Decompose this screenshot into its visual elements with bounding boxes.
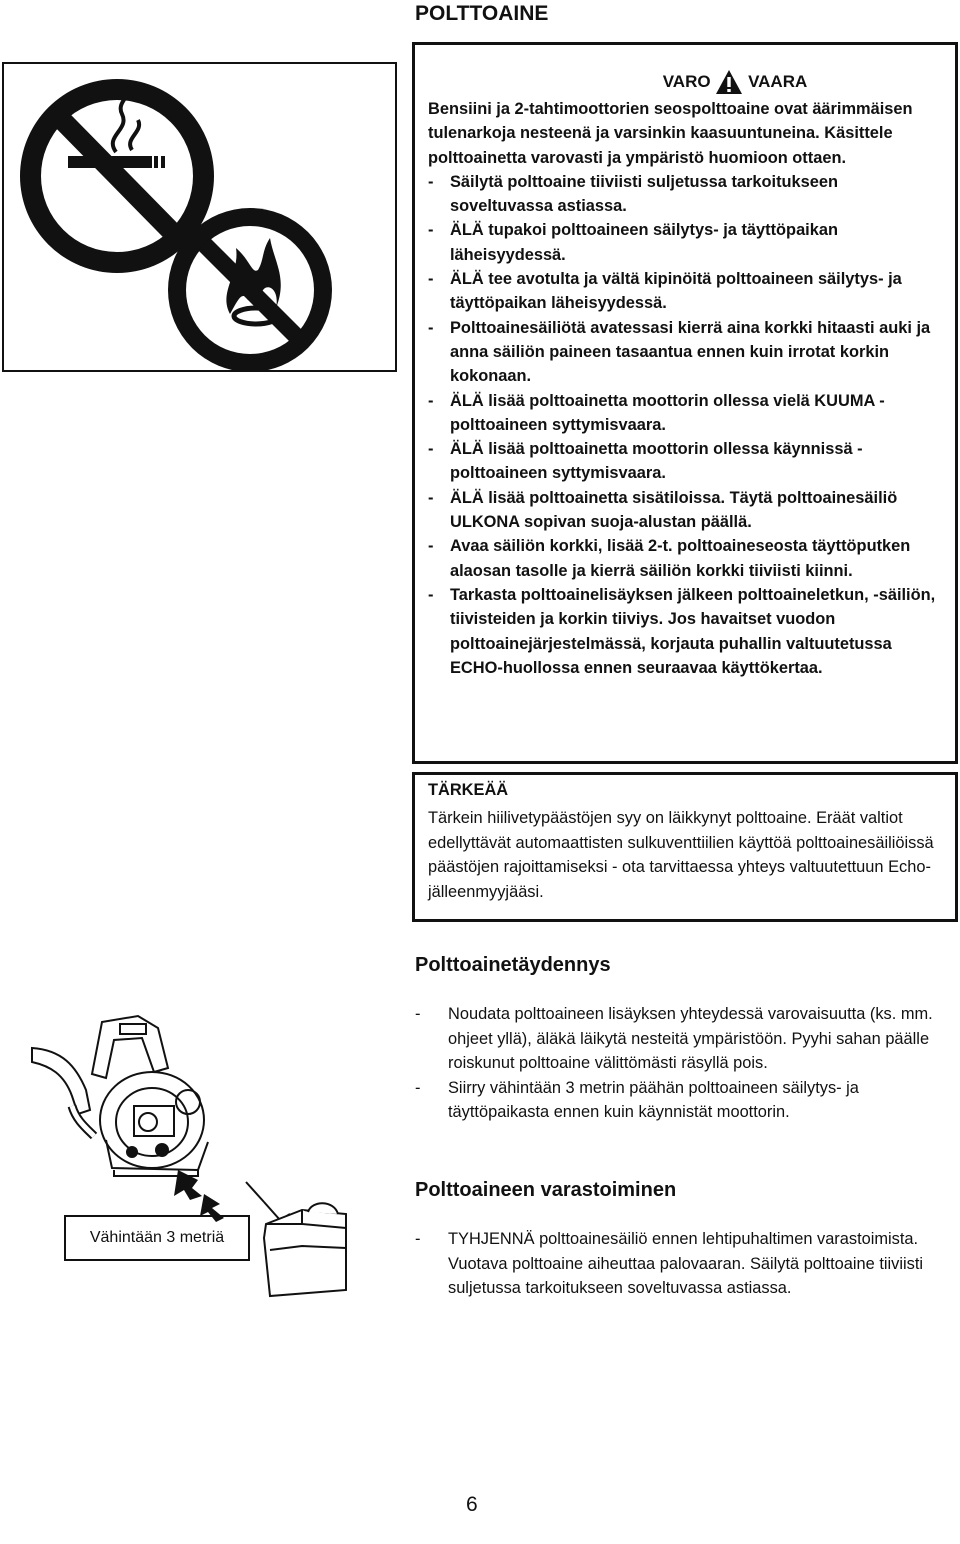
list-item: - Polttoainesäiliötä avatessasi kierrä aina korkki hitaasti auki ja anna säiliön paineen tasaantua ennen kuin irrotat korkin kokonaan. [428,318,931,386]
no-open-flame-icon [168,208,332,370]
list-item: - ÄLÄ lisää polttoainetta sisätiloissa. Täytä polttoainesäiliö ULKONA sopivan suoja-alustan päällä. [428,488,898,532]
warning-triangle-icon [715,69,743,95]
list-item: - Noudata polttoaineen lisäyksen yhteydessä varovaisuutta (ks. mm. ohjeet yllä), äläkä läikytä nesteitä ympäristöön. Pyyhi sahan päälle roiskunut polttoaine välittömästi räsyllä pois. [415,1005,933,1072]
list-item: - TYHJENNÄ polttoainesäiliö ennen lehtipuhaltimen varastoimista. Vuotava polttoaine aiheuttaa palovaaran. Säilytä polttoaine tiiviisti suljetussa tarkoitukseen soveltuvassa astiassa. [415,1230,924,1297]
warning-header [415,69,955,95]
backpack-blower-illustration [32,1016,208,1176]
fuel-can-illustration [246,1182,346,1296]
warning-label-caution: VARO [662,72,711,91]
list-item: - Avaa säiliön korkki, lisää 2-t. polttoaineseosta täyttöputken alaosan tasolle ja kierrä säiliön korkki tiiviisti kiinni. [428,537,911,580]
page-title: POLTTOAINE [415,2,549,25]
refuel-text [415,1002,955,1125]
storage-text [415,1227,955,1301]
list-item: - Tarkasta polttoainelisäyksen jälkeen polttoaineletkun, -säiliön, tiivisteiden ja korkin tiiviys. Jos havaitset vuodon polttoainejärjestelmässä, korjauta puhallin valtuutetussa ECHO-huollossa ennen seuraavaa käyttökertaa. [428,585,936,677]
important-title: TÄRKEÄÄ [428,781,509,799]
important-box [412,772,958,922]
list-item: - ÄLÄ lisää polttoainetta moottorin ollessa käynnissä - polttoaineen syttymisvaara. [428,440,863,483]
warning-intro: Bensiini ja 2-tahtimoottorien seospolttoaine ovat äärimmäisen tulenarkoja nesteenä ja varsinkin kaasuuntuneina. Käsittele polttoainetta varovasti ja ympäristö huomioon ottaen. [428,100,913,167]
warning-text [428,97,945,680]
list-item: - Säilytä polttoaine tiiviisti suljetussa tarkoitukseen soveltuvassa astiassa. [428,172,839,216]
list-item: - ÄLÄ tee avotulta ja vältä kipinöitä polttoaineen säilytys- ja täyttöpaikan läheisyydessä. [428,270,902,313]
storage-heading: Polttoaineen varastoiminen [415,1179,677,1201]
warning-box [412,42,958,764]
warning-label-danger: VAARA [748,72,808,91]
prohibition-figure [2,62,397,372]
list-item: - ÄLÄ tupakoi polttoaineen säilytys- ja täyttöpaikan läheisyydessä. [428,221,838,264]
refuel-heading: Polttoainetäydennys [415,954,611,976]
list-item: - ÄLÄ lisää polttoainetta moottorin ollessa vielä KUUMA - polttoaineen syttymisvaara. [428,391,885,434]
list-item: - Siirry vähintään 3 metrin päähän polttoaineen säilytys- ja täyttöpaikasta ennen kuin käynnistät moottorin. [415,1078,859,1121]
refuel-illustration [2,1010,402,1310]
important-text: Tärkein hiilivetypäästöjen syy on läikkynyt polttoaine. Eräät valtiot edellyttävät automaattisten sulkuventtiilien käyttöä polttoainesäiliöissä päästöjen rajoittamiseksi - ota tarvittaessa yhteys valtuutettuun Echo-jälleenmyyjääsi. [428,809,934,901]
distance-label: Vähintään 3 metriä [64,1215,250,1261]
page-number: 6 [466,1493,478,1516]
